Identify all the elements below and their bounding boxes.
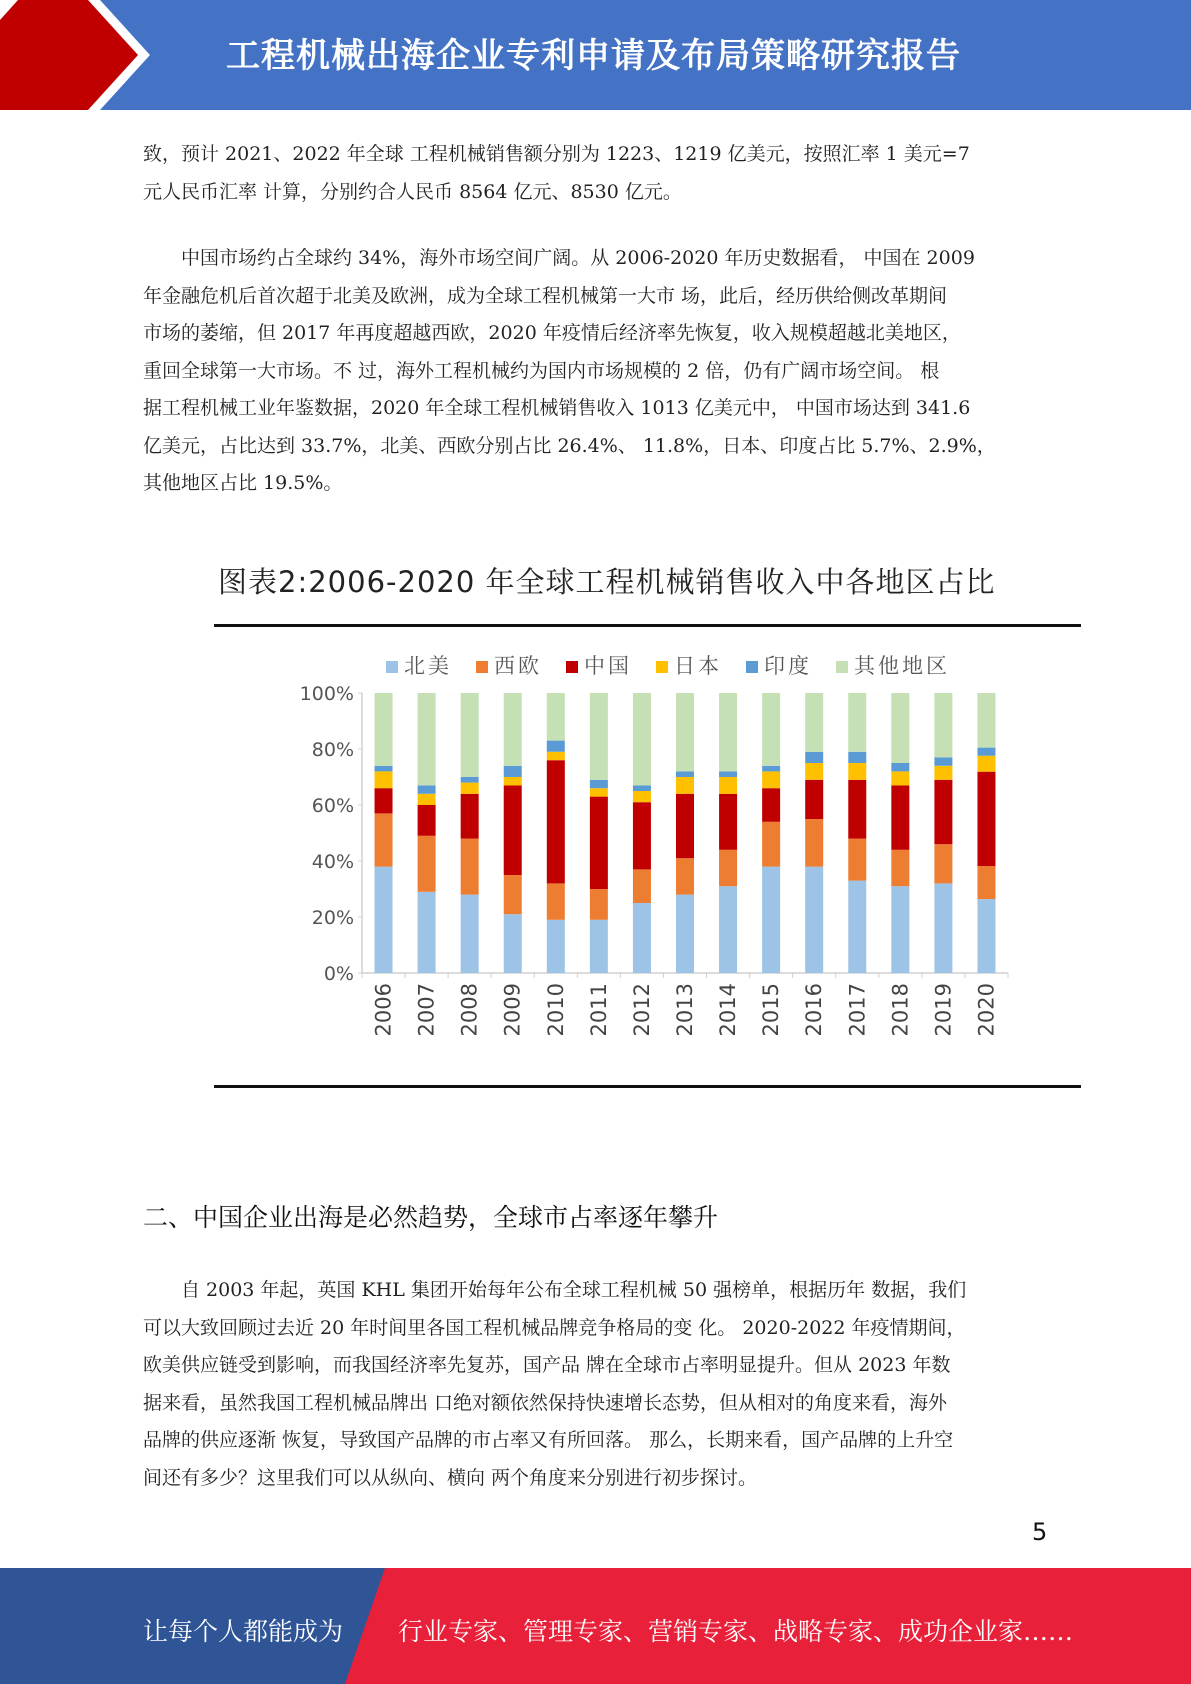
stacked-bar-chart [214, 640, 1081, 1040]
paragraph-line: 自 2003 年起，英国 KHL 集团开始每年公布全球工程机械 50 强榜单，根据历年 数据，我们 [143, 1279, 967, 1301]
y-tick-label: 40% [311, 851, 354, 873]
bar-segment [633, 869, 651, 903]
x-tick-label: 2017 [845, 983, 870, 1037]
bar-segment [590, 797, 608, 889]
bar-segment [891, 886, 909, 973]
x-tick-label: 2011 [586, 983, 611, 1037]
bar-segment [977, 772, 995, 866]
bar-segment [719, 693, 737, 771]
bar-segment [504, 914, 522, 973]
bar-segment [719, 886, 737, 973]
paragraph-line: 间还有多少？这里我们可以从纵向、横向 两个角度来分别进行初步探讨。 [143, 1466, 758, 1489]
bar-segment [418, 794, 436, 805]
bar-segment [762, 693, 780, 766]
paragraph-line: 欧美供应链受到影响，而我国经济率先复苏，国产品 牌在全球市占率明显提升。但从 2023 年数 [143, 1354, 951, 1376]
bar-segment [719, 771, 737, 777]
bar-segment [977, 748, 995, 756]
bar-segment [418, 805, 436, 836]
legend-label: 其他地区 [854, 654, 950, 678]
bar-segment [762, 788, 780, 822]
paragraph-line: 据来看，虽然我国工程机械品牌出 口绝对额依然保持快速增长态势，但从相对的角度来看，海外 [143, 1391, 948, 1414]
bar-segment [504, 785, 522, 875]
bar-segment [977, 756, 995, 772]
bar-segment [977, 899, 995, 973]
bar-segment [762, 766, 780, 772]
bar-segment [848, 752, 866, 763]
page-number: 5 [1032, 1518, 1048, 1546]
bar-segment [461, 794, 479, 839]
bar-segment [719, 850, 737, 886]
figure-top-rule [214, 624, 1081, 627]
bar-segment [762, 822, 780, 867]
bar-segment [547, 752, 565, 760]
paragraph-2 [143, 240, 1048, 503]
bar-segment [461, 693, 479, 777]
x-tick-label: 2018 [888, 983, 913, 1037]
bar-segment [934, 757, 952, 765]
bar-segment [805, 763, 823, 780]
bar-segment [848, 839, 866, 881]
legend-label: 印度 [764, 654, 812, 678]
bar-segment [504, 875, 522, 914]
bar-segment [547, 693, 565, 741]
bar-segment [375, 867, 393, 973]
x-tick-label: 2008 [457, 983, 482, 1037]
bar-segment [590, 693, 608, 780]
bar-segment [547, 741, 565, 752]
bar-segment [375, 693, 393, 766]
bar-segment [590, 788, 608, 796]
paragraph-line: 致，预计 2021、2022 年全球 工程机械销售额分别为 1223、1219 亿美元，按照汇率 1 美元=7 [143, 143, 970, 165]
bar-segment [676, 794, 694, 858]
paragraph-line: 中国市场约占全球约 34%，海外市场空间广阔。从 2006-2020 年历史数据看， 中国在 2009 [143, 247, 975, 269]
y-tick-label: 60% [311, 795, 354, 817]
paragraph-3 [143, 1272, 1048, 1497]
bar-segment [977, 866, 995, 899]
legend-swatch [746, 661, 758, 673]
paragraph-line: 年金融危机后首次超于北美及欧洲，成为全球工程机械第一大市 场，此后，经历供给侧改革期间 [143, 284, 948, 307]
x-tick-label: 2020 [974, 983, 999, 1037]
bar-segment [891, 850, 909, 886]
bar-segment [461, 839, 479, 895]
bar-segment [805, 693, 823, 752]
bar-segment [590, 920, 608, 973]
bar-segment [590, 780, 608, 788]
bar-segment [461, 895, 479, 973]
bar-segment [676, 895, 694, 973]
bar-segment [762, 867, 780, 973]
paragraph-line: 其他地区占比 19.5%。 [143, 472, 343, 494]
bar-segment [676, 771, 694, 777]
legend-swatch [656, 661, 668, 673]
footer-slogan-right: 行业专家、管理专家、营销专家、战略专家、成功企业家…… [398, 1617, 1074, 1646]
bar-segment [676, 777, 694, 794]
bar-segment [375, 771, 393, 788]
bar-segment [934, 844, 952, 883]
bar-segment [547, 760, 565, 883]
bar-segment [375, 813, 393, 866]
bar-segment [418, 892, 436, 973]
footer-slogan-left: 让每个人都能成为 [143, 1617, 344, 1646]
y-tick-label: 20% [311, 907, 354, 929]
bar-segment [676, 858, 694, 894]
paragraph-line: 元人民币汇率 计算，分别约合人民币 8564 亿元、8530 亿元。 [143, 180, 682, 203]
legend-label: 西欧 [494, 654, 542, 678]
figure-title: 图表2:2006-2020 年全球工程机械销售收入中各地区占比 [218, 565, 996, 599]
x-tick-label: 2015 [759, 983, 784, 1037]
paragraph-line: 可以大致回顾过去近 20 年时间里各国工程机械品牌竞争格局的变 化。 2020-2022 年疫情期间， [143, 1316, 966, 1339]
paragraph-line: 品牌的供应逐渐 恢复，导致国产品牌的市占率又有所回落。 那么，长期来看，国产品牌的上升空 [143, 1429, 954, 1451]
document-title: 工程机械出海企业专利申请及布局策略研究报告 [226, 36, 961, 76]
bar-segment [891, 763, 909, 771]
bar-segment [848, 780, 866, 839]
bar-segment [848, 693, 866, 752]
legend-swatch [476, 661, 488, 673]
bar-segment [461, 777, 479, 783]
bar-segment [805, 752, 823, 763]
bar-segment [418, 785, 436, 793]
legend-label: 中国 [584, 654, 632, 678]
bar-segment [547, 920, 565, 973]
figure-bottom-rule [214, 1085, 1081, 1088]
bar-segment [891, 771, 909, 785]
footer-banner [0, 1568, 1191, 1684]
section-heading: 二、中国企业出海是必然趋势，全球市占率逐年攀升 [143, 1203, 719, 1232]
bar-segment [805, 867, 823, 973]
bar-segment [934, 883, 952, 973]
bar-segment [633, 693, 651, 785]
bar-segment [891, 693, 909, 763]
header-banner [0, 0, 1191, 110]
bar-segment [375, 766, 393, 772]
paragraph-line: 市场的萎缩，但 2017 年再度超越西欧，2020 年疫情后经济率先恢复，收入规模超越北美地区， [143, 322, 961, 344]
x-tick-label: 2019 [931, 983, 956, 1037]
bar-segment [934, 693, 952, 757]
bar-segment [461, 783, 479, 794]
bar-segment [934, 780, 952, 844]
paragraph-line: 据工程机械工业年鉴数据，2020 年全球工程机械销售收入 1013 亿美元中， 中国市场达到 341.6 [143, 397, 971, 419]
bar-segment [590, 889, 608, 920]
bar-segment [633, 791, 651, 802]
bar-segment [805, 819, 823, 867]
legend-swatch [386, 661, 398, 673]
bar-segment [762, 771, 780, 788]
bar-segment [934, 766, 952, 780]
paragraph-line: 亿美元，占比达到 33.7%，北美、西欧分别占比 26.4%、 11.8%，日本、印度占比 5.7%、2.9%， [143, 434, 996, 457]
bar-segment [418, 693, 436, 785]
paragraph-line: 重回全球第一大市场。不 过，海外工程机械约为国内市场规模的 2 倍，仍有广阔市场空间。 根 [143, 359, 940, 382]
bar-segment [891, 785, 909, 849]
bar-segment [848, 881, 866, 973]
legend-swatch [836, 661, 848, 673]
legend-label: 日本 [674, 654, 722, 678]
x-tick-label: 2012 [629, 983, 654, 1037]
x-tick-label: 2006 [371, 983, 396, 1037]
bar-segment [633, 903, 651, 973]
x-tick-label: 2016 [802, 983, 827, 1037]
paragraph-1 [143, 136, 1048, 211]
y-tick-label: 80% [311, 739, 354, 761]
x-tick-label: 2010 [543, 983, 568, 1037]
bar-segment [805, 780, 823, 819]
bar-segment [633, 802, 651, 869]
bar-segment [848, 763, 866, 780]
legend-label: 北美 [404, 654, 452, 678]
bar-segment [633, 785, 651, 791]
bar-segment [504, 693, 522, 766]
bar-segment [719, 794, 737, 850]
bar-segment [719, 777, 737, 794]
x-tick-label: 2007 [414, 983, 439, 1037]
bar-segment [977, 693, 995, 748]
x-tick-label: 2014 [716, 983, 741, 1037]
bar-segment [676, 693, 694, 771]
x-tick-label: 2013 [673, 983, 697, 1037]
y-tick-label: 0% [323, 963, 354, 985]
bar-segment [547, 883, 565, 919]
bar-segment [418, 836, 436, 892]
bar-segment [504, 777, 522, 785]
legend-swatch [566, 661, 578, 673]
bar-segment [504, 766, 522, 777]
x-tick-label: 2009 [500, 983, 525, 1037]
y-tick-label: 100% [299, 683, 354, 705]
bar-segment [375, 788, 393, 813]
